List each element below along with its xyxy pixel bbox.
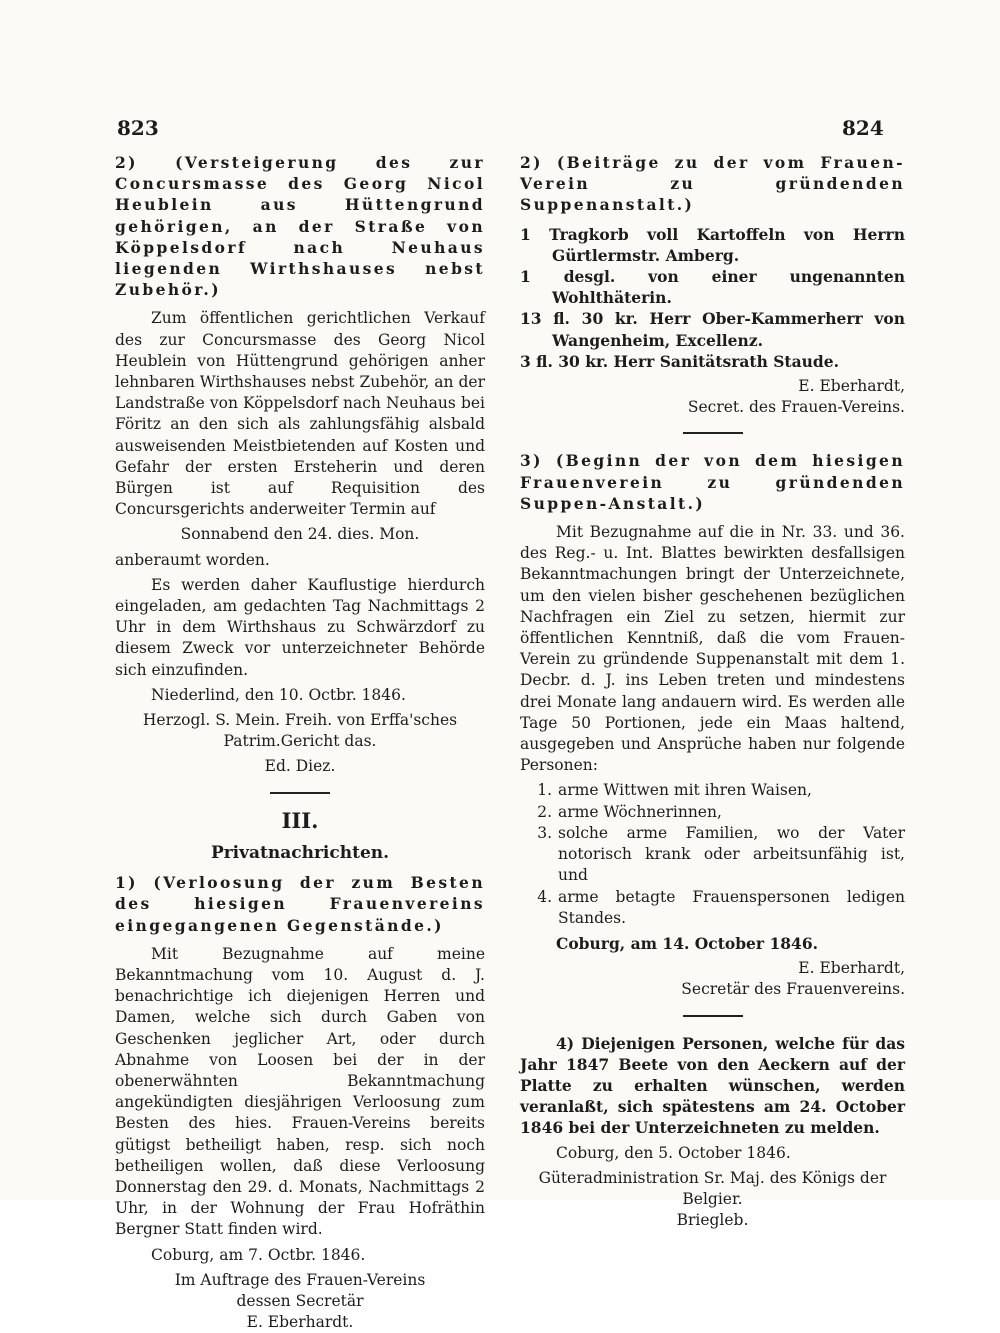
- notice-body: Zum öffentlichen gerichtlichen Verkauf des zur Concursmasse des Georg Nicol Heublein von Hüttengrund gehörigen anher lehnbaren Wirthshauses nebst Zubehör, an der Landstraße von Köppelsdorf nach Neuhaus bei Föritz an den sich als zahlungsfähig alsbald ausweisenden Meistbietenden auf Kosten und Gefahr der ersten Ersteherin und deren Bürgen ist auf Requisition des Concursgerichts anderweiter Termin auf: [115, 309, 485, 519]
- signature: Briegleb.: [676, 1211, 749, 1230]
- signature: E. Eberhardt,: [798, 377, 905, 396]
- place-date: Coburg, am 7. Octbr. 1846.: [151, 1245, 366, 1264]
- authority-line: Herzogl. S. Mein. Freih. von Erffa'sches: [142, 711, 458, 730]
- notice-heading: 2) (Versteigerung des zur Concursmasse des Georg Nicol Heublein aus Hüttengrund gehörigen, an der Straße von Köppelsdorf nach Neuhaus liegenden Wirthshauses nebst Zubehör.): [115, 153, 485, 300]
- list-item: [520, 780, 905, 801]
- signature-line: Secretär des Frauenvereins.: [681, 980, 905, 999]
- list-number: 1.: [537, 781, 552, 800]
- left-column: [115, 152, 485, 1333]
- notice-body: Mit Bezugnahme auf die in Nr. 33. und 36. des Reg.- u. Int. Blattes bewirkten desfallsigen Bekanntmachungen bringt der Unterzeichnete, um den vielen bisher geschehenen bezüglichen Nachfragen ein Ziel zu setzen, hiermit zur öffentlichen Kenntniß, daß die vom Frauen-Verein zu gründende Suppenanstalt mit dem 1. Decbr. d. J. ins Leben treten und mindestens drei Monate lang andauern wird. Es werden alle Tage 50 Portionen, jede ein Maas haltend, ausgegeben und Ansprüche haben nur folgende Personen:: [520, 523, 905, 775]
- list-item: 13 fl. 30 kr. Herr Ober-Kammerherr von Wangenheim, Excellenz.: [520, 309, 905, 350]
- list-text: solche arme Familien, wo der Vater notorisch krank oder arbeitsunfähig ist, und: [558, 823, 905, 885]
- list-text: arme Wittwen mit ihren Waisen,: [558, 781, 812, 800]
- signature-line: Belgier.: [682, 1189, 743, 1208]
- auction-date: Sonnabend den 24. dies. Mon.: [180, 525, 420, 544]
- list-text: arme betagte Frauenspersonen ledigen Standes.: [558, 887, 905, 927]
- signature: E. Eberhardt,: [798, 959, 905, 978]
- section-number: III.: [281, 807, 319, 833]
- list-text: arme Wöchnerinnen,: [558, 802, 722, 821]
- separator-rule: [683, 1015, 743, 1017]
- list-item: 1 desgl. von einer ungenannten Wohlthäterin.: [520, 267, 905, 308]
- signature: Ed. Diez.: [264, 757, 336, 776]
- section-title: Privatnachrichten.: [210, 842, 390, 863]
- page-number-left: 823: [117, 116, 159, 140]
- place-date: Coburg, den 5. October 1846.: [556, 1143, 791, 1162]
- signature-line: Im Auftrage des Frauen-Vereins: [174, 1270, 426, 1289]
- notice-text: anberaumt worden.: [115, 550, 270, 569]
- place-date: Coburg, am 14. October 1846.: [556, 933, 819, 953]
- separator-rule: [270, 792, 330, 794]
- separator-rule: [683, 432, 743, 434]
- list-number: 4.: [537, 887, 552, 906]
- right-column: [520, 152, 905, 1231]
- notice-body: 4) Diejenigen Personen, welche für das Jahr 1847 Beete von den Aeckern auf der Platte zu erhalten wünschen, werden veranlaßt, sich spätestens am 24. October 1846 bei der Unterzeichneten zu melden.: [520, 1033, 905, 1138]
- notice-heading: 3) (Beginn der von dem hiesigen Frauenverein zu gründenden Suppen-Anstalt.): [520, 451, 905, 513]
- list-item: [520, 887, 905, 929]
- place-date: Niederlind, den 10. Octbr. 1846.: [151, 685, 406, 704]
- authority-line: Patrim.Gericht das.: [223, 732, 377, 751]
- signature-line: Güteradministration Sr. Maj. des Königs der: [538, 1168, 887, 1187]
- notice-body: Mit Bezugnahme auf meine Bekanntmachung vom 10. August d. J. benachrichtige ich diejenigen Herren und Damen, welche sich durch Gaben von Geschenken jeglicher Art, oder durch Abnahme von Loosen bei der in der obenerwähnten Bekanntmachung angekündigten diesjährigen Verloosung zum Besten des hies. Frauen-Vereins bereits gütigst betheiligt haben, resp. sich noch betheiligen wollen, daß diese Verloosung Donnerstag den 29. d. Monats, Nachmittags 2 Uhr, in der Wohnung der Frau Hofräthin Bergner Statt finden wird.: [115, 944, 485, 1239]
- notice-heading: 2) (Beiträge zu der vom Frauen-Verein zu gründenden Suppenanstalt.): [520, 153, 905, 215]
- list-item: 3 fl. 30 kr. Herr Sanitätsrath Staude.: [520, 351, 839, 371]
- page-number-right: 824: [842, 116, 884, 140]
- notice-body: Es werden daher Kauflustige hierdurch eingeladen, am gedachten Tag Nachmittags 2 Uhr in dem Wirthshaus zu Schwärzdorf zu diesem Zweck vor unterzeichneter Behörde sich einzufinden.: [115, 575, 485, 679]
- signature-line: dessen Secretär: [236, 1291, 364, 1310]
- donation-list: [520, 224, 905, 372]
- signature: E. Eberhardt.: [246, 1313, 354, 1332]
- list-item: [520, 802, 905, 823]
- list-number: 2.: [537, 802, 552, 821]
- notice-heading: 1) (Verloosung der zum Besten des hiesigen Frauenvereins eingegangenen Gegenstände.): [115, 873, 485, 935]
- list-item: 1 Tragkorb voll Kartoffeln von Herrn Gürtlermstr. Amberg.: [520, 224, 905, 265]
- signature-line: Secret. des Frauen-Vereins.: [687, 398, 905, 417]
- eligibility-list: [520, 780, 905, 928]
- list-number: 3.: [537, 823, 552, 842]
- list-item: [520, 823, 905, 887]
